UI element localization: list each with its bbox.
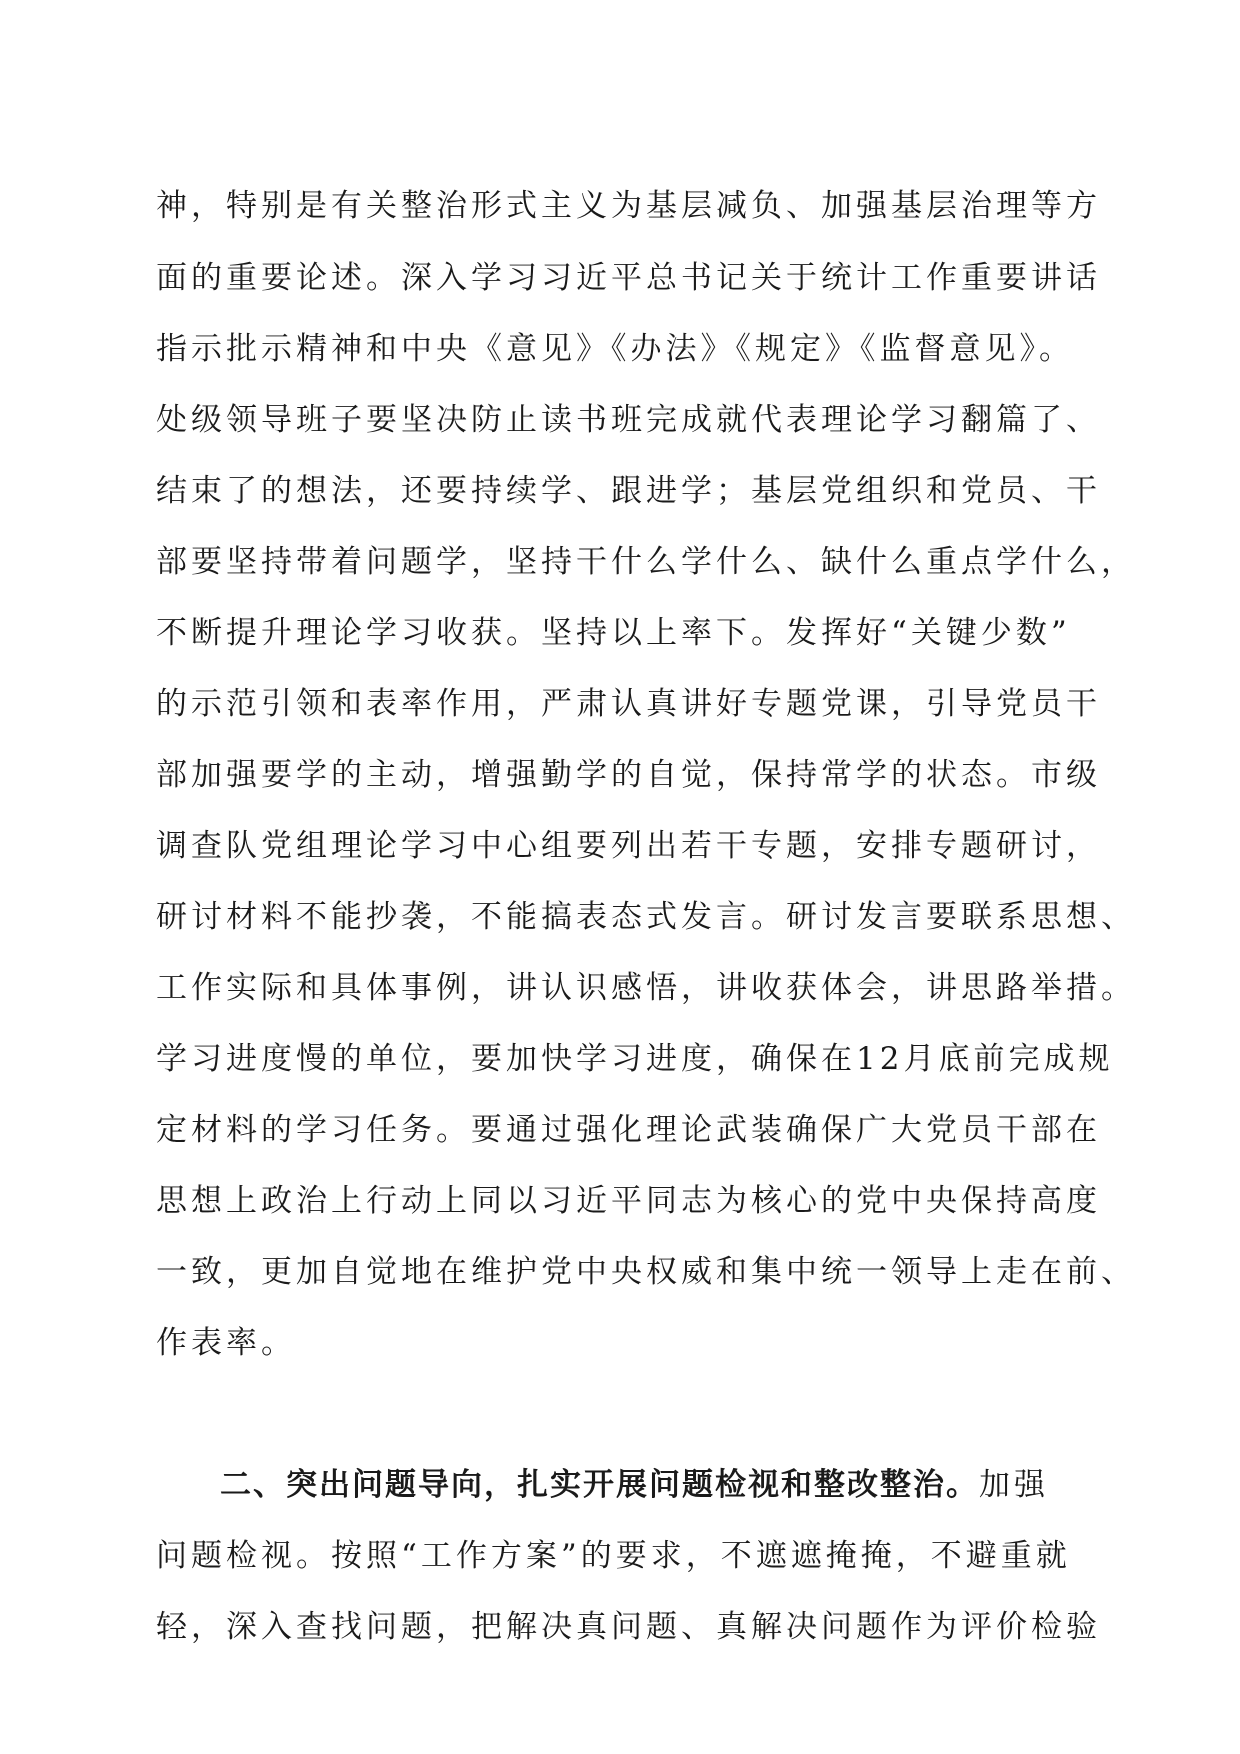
body-line: 工作实际和具体事例，讲认识感悟，讲收获体会，讲思路举措。	[156, 970, 1136, 1006]
body-line: 一致，更加自觉地在维护党中央权威和集中统一领导上走在前、	[156, 1254, 1136, 1290]
body-line: 的示范引领和表率作用，严肃认真讲好专题党课，引导党员干	[156, 686, 1101, 722]
body-line: 定材料的学习任务。要通过强化理论武装确保广大党员干部在	[156, 1112, 1101, 1148]
body-line: 作表率。	[156, 1325, 296, 1361]
body-line: 处级领导班子要坚决防止读书班完成就代表理论学习翻篇了、	[156, 402, 1101, 438]
section-heading: 二、突出问题导向，扎实开展问题检视和整改整治。	[220, 1467, 979, 1503]
body-line: 思想上政治上行动上同以习近平同志为核心的党中央保持高度	[156, 1183, 1101, 1219]
body-line: 指示批示精神和中央《意见》《办法》《规定》《监督意见》。	[156, 331, 1074, 367]
body-line: 部加强要学的主动，增强勤学的自觉，保持常学的状态。市级	[156, 757, 1101, 793]
body-line: 不断提升理论学习收获。坚持以上率下。发挥好“关键少数”	[156, 615, 1071, 651]
body-line: 结束了的想法，还要持续学、跟进学；基层党组织和党员、干	[156, 473, 1101, 509]
body-line: 神，特别是有关整治形式主义为基层减负、加强基层治理等方	[156, 188, 1101, 224]
body-line: 调查队党组理论学习中心组要列出若干专题，安排专题研讨，	[156, 828, 1101, 864]
body-line: 轻，深入查找问题，把解决真问题、真解决问题作为评价检验	[156, 1609, 1101, 1645]
body-line: 部要坚持带着问题学，坚持干什么学什么、缺什么重点学什么，	[156, 544, 1136, 580]
body-line: 问题检视。按照“工作方案”的要求，不遮遮掩掩，不避重就	[156, 1538, 1071, 1574]
body-line: 研讨材料不能抄袭，不能搞表态式发言。研讨发言要联系思想、	[156, 899, 1136, 935]
body-line: 面的重要论述。深入学习习近平总书记关于统计工作重要讲话	[156, 260, 1101, 296]
body-line: 学习进度慢的单位，要加快学习进度，确保在12月底前完成规	[156, 1041, 1114, 1077]
section-heading-tail: 加强	[979, 1467, 1049, 1503]
section-heading-line	[220, 1465, 1049, 1505]
